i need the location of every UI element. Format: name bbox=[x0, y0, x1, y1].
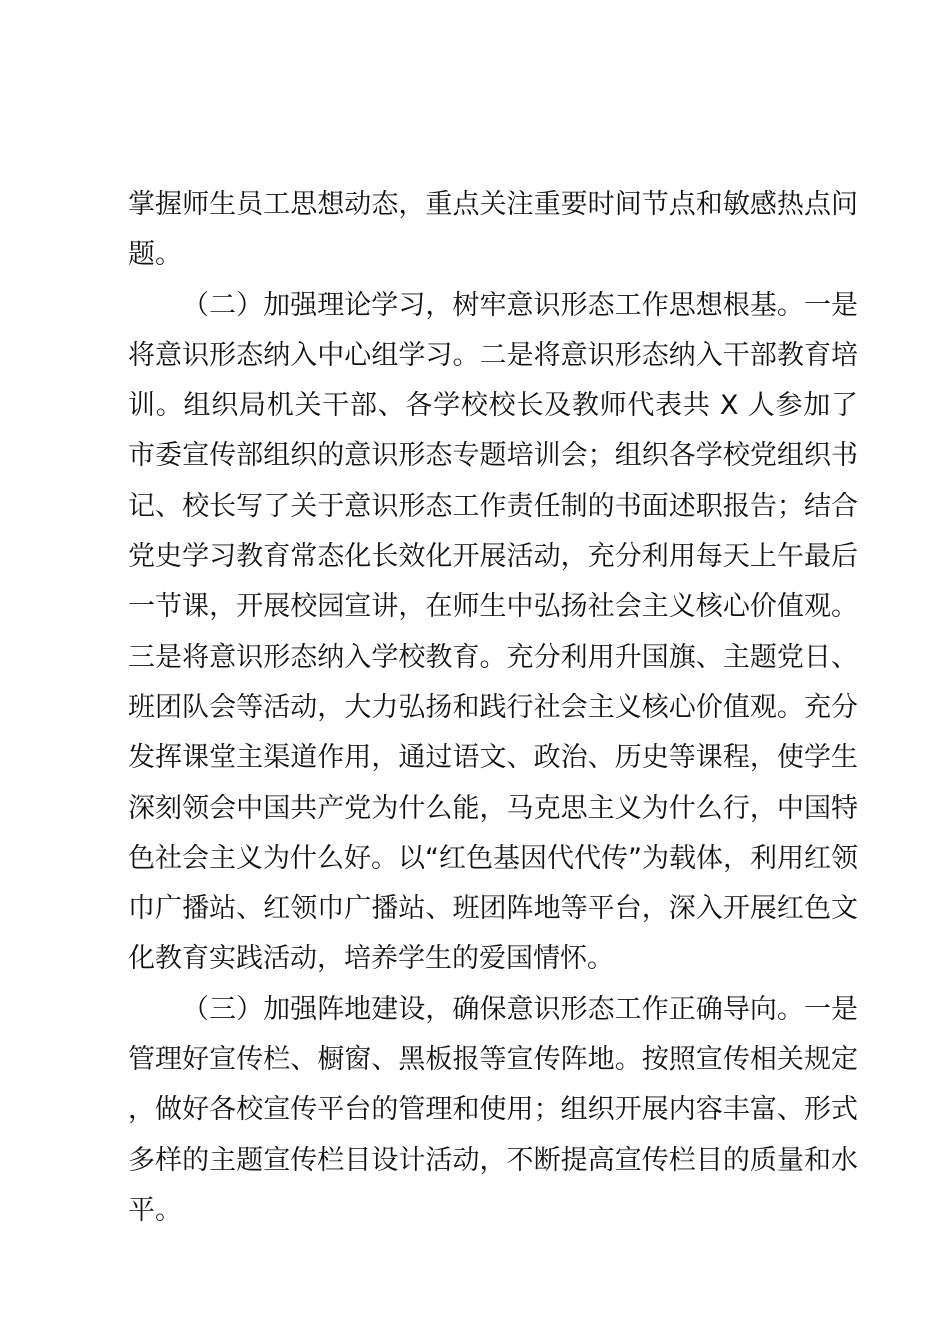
paragraph-section-3: （三）加强阵地建设，确保意识形态工作正确导向。一是管理好宣传栏、橱窗、黑板报等宣传阵地。按照宣传相关规定，做好各校宣传平台的管理和使用；组织开展内容丰富、形式多样的主题宣传栏目设计活动，不断提高宣传栏目的质量和水平。 bbox=[128, 993, 858, 1226]
document-body bbox=[128, 180, 858, 1236]
paragraph-section-2: （二）加强理论学习，树牢意识形态工作思想根基。一是将意识形态纳入中心组学习。二是将意识形态纳入干部教育培训。组织局机关干部、各学校校长及教师代表共 X 人参加了市委宣传部组织的意识形态专题培训会；组织各学校党组织书记、校长写了关于意识形态工作责任制的书面述职报告；结合党史学习教育常态化长效化开展活动，充分利用每天上午最后一节课，开展校园宣讲，在师生中弘扬社会主义核心价值观。三是将意识形态纳入学校教育。充分利用升国旗、主题党日、班团队会等活动，大力弘扬和践行社会主义核心价值观。充分发挥课堂主渠道作用，通过语文、政治、历史等课程，使学生深刻领会中国共产党为什么能，马克思主义为什么行，中国特色社会主义为什么好。以“红色基因代代传”为载体，利用红领巾广播站、红领巾广播站、班团阵地等平台，深入开展红色文化教育实践活动，培养学生的爱国情怀。 bbox=[128, 289, 858, 975]
paragraph-continuation: 掌握师生员工思想动态，重点关注重要时间节点和敏感热点问题。 bbox=[128, 189, 858, 271]
